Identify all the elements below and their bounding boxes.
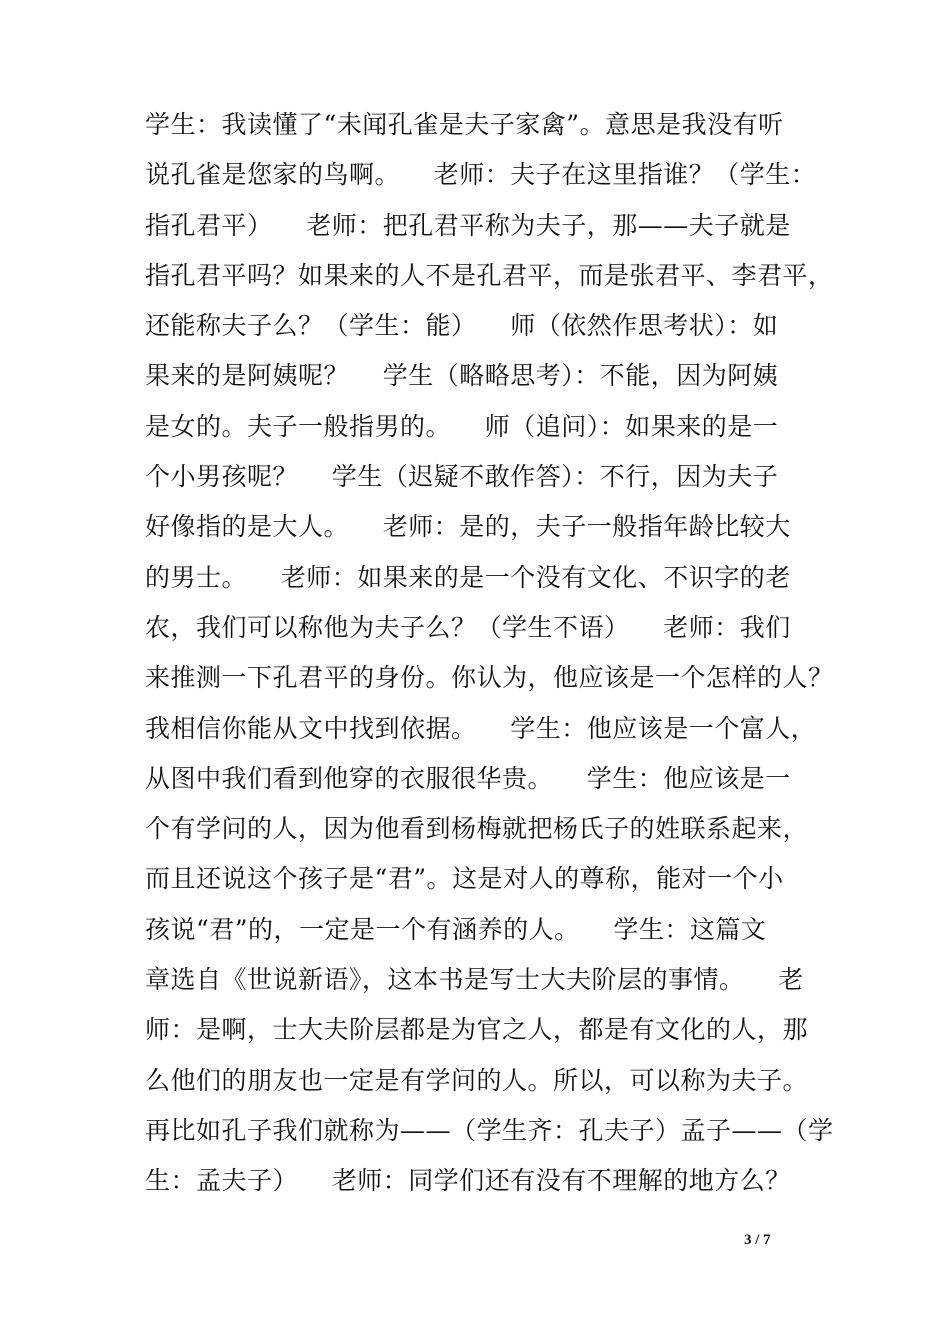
text-line: 果来的是阿姨呢？ 学生（略略思考）：不能，因为阿姨 bbox=[145, 361, 779, 391]
body-text bbox=[145, 100, 835, 1207]
text-line: 生：孟夫子） 老师：同学们还有没有不理解的地方么？ bbox=[145, 1166, 791, 1196]
text-line: 个有学问的人，因为他看到杨梅就把杨氏子的姓联系起来， bbox=[145, 814, 809, 844]
text-line: 孩说“君”的，一定是一个有涵养的人。 学生：这篇文 bbox=[145, 914, 767, 944]
text-line: 指孔君平吗？如果来的人不是孔君平，而是张君平、李君平， bbox=[145, 260, 834, 290]
text-line: 而且还说这个孩子是“君”。这是对人的尊称，能对一个小 bbox=[145, 864, 784, 894]
text-line: 还能称夫子么？（学生：能） 师（依然作思考状）：如 bbox=[145, 311, 779, 341]
text-line: 说孔雀是您家的鸟啊。 老师：夫子在这里指谁？（学生： bbox=[145, 160, 817, 190]
text-line: 的男士。 老师：如果来的是一个没有文化、不识字的老 bbox=[145, 562, 791, 592]
text-line: 学生：我读懂了“未闻孔雀是夫子家禽”。意思是我没有听 bbox=[145, 110, 784, 139]
text-line: 好像指的是大人。 老师：是的，夫子一般指年龄比较大 bbox=[145, 512, 791, 542]
text-line: 农，我们可以称他为夫子么？（学生不语） 老师：我们 bbox=[145, 612, 791, 642]
text-line: 从图中我们看到他穿的衣服很华贵。 学生：他应该是一 bbox=[145, 763, 791, 793]
text-line: 再比如孔子我们就称为——（学生齐：孔夫子）孟子——（学 bbox=[145, 1115, 834, 1145]
text-line: 章选自《世说新语》，这本书是写士大夫阶层的事情。 老 bbox=[145, 965, 804, 995]
text-line: 是女的。夫子一般指男的。 师（追问）：如果来的是一 bbox=[145, 411, 779, 441]
text-line: 个小男孩呢？ 学生（迟疑不敢作答）：不行，因为夫子 bbox=[145, 462, 779, 492]
text-line: 么他们的朋友也一定是有学问的人。所以，可以称为夫子。 bbox=[145, 1065, 809, 1095]
text-line: 指孔君平） 老师：把孔君平称为夫子，那——夫子就是 bbox=[145, 210, 791, 240]
text-line: 我相信你能从文中找到依据。 学生：他应该是一个富人， bbox=[145, 713, 817, 743]
page-number: 3 / 7 bbox=[744, 1232, 771, 1248]
text-line: 来推测一下孔君平的身份。你认为，他应该是一个怎样的人？ bbox=[145, 663, 834, 693]
text-line: 师：是啊，士大夫阶层都是为官之人，都是有文化的人，那 bbox=[145, 1015, 809, 1045]
